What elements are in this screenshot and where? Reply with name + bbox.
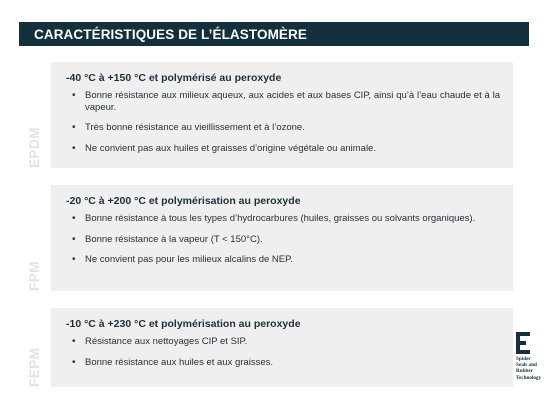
section-epdm <box>51 62 513 168</box>
bullet-icon: • <box>72 142 76 154</box>
bullet-icon: • <box>72 122 76 133</box>
bullet-icon: • <box>72 233 76 245</box>
section-fpm <box>51 185 513 291</box>
list-item: • Bonne résistance à tous les types d’hydrocarbures (huiles, graisses ou solvants organiques). <box>72 213 476 224</box>
section-label-fepm: FEPM <box>27 347 42 387</box>
section-heading: -20 °C à +200 °C et polymérisation au peroxyde <box>66 195 301 207</box>
list-item: • Bonne résistance aux milieux aqueux, aux acides et aux bases CIP, ainsi qu’à l’eau chaude et à la vapeur. <box>72 90 500 113</box>
list-item: • Résistance aux nettoyages CIP et SIP. <box>72 336 248 347</box>
section-fepm <box>51 308 513 387</box>
spider-logo-icon <box>516 332 532 354</box>
title-bar <box>19 22 529 46</box>
list-item: • Bonne résistance aux huiles et aux graisses. <box>72 356 273 368</box>
bullet-icon: • <box>72 336 76 347</box>
bullet-list <box>66 90 500 163</box>
bullet-list <box>66 213 500 275</box>
bullet-icon: • <box>72 213 76 224</box>
section-heading: -40 °C à +150 °C et polymérisé au peroxyde <box>66 72 282 84</box>
company-logo <box>516 332 546 381</box>
list-item: • Ne convient pas pour les milieux alcalins de NEP. <box>72 254 293 265</box>
bullet-list <box>66 336 500 377</box>
page-title: CARACTÉRISTIQUES DE L’ÉLASTOMÈRE <box>34 26 307 42</box>
logo-text: Spider Seals and Rubber Technology <box>516 356 542 381</box>
section-label-fpm: FPM <box>27 261 42 291</box>
bullet-icon: • <box>72 356 76 368</box>
section-heading: -10 °C à +230 °C et polymérisation au peroxyde <box>66 318 301 330</box>
list-item: • Bonne résistance à la vapeur (T < 150°C). <box>72 233 263 245</box>
list-item: • Ne convient pas aux huiles et graisses d’origine végétale ou animale. <box>72 142 376 154</box>
bullet-icon: • <box>72 90 76 101</box>
section-label-epdm: EPDM <box>27 126 42 168</box>
list-item: • Très bonne résistance au vieillissement et à l’ozone. <box>72 122 305 133</box>
bullet-icon: • <box>72 254 76 265</box>
